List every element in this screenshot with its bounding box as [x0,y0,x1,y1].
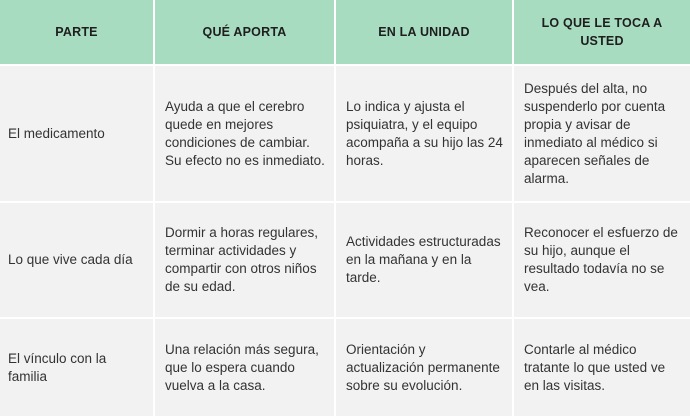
row-2-que-aporta: Dormir a horas regulares, terminar actividades y compartir con otros niños de su edad. [155,203,336,319]
row-2-lo-que-le-toca: Reconocer el esfuerzo de su hijo, aunque el resultado todavía no se vea. [514,203,690,319]
row-3-lo-que-le-toca: Contarle al médico tratante lo que usted ve en las visitas. [514,319,690,418]
row-3-en-la-unidad: Orientación y actualización permanente sobre su evolución. [336,319,514,418]
row-2-en-la-unidad: Actividades estructuradas en la mañana y en la tarde. [336,203,514,319]
row-1-en-la-unidad: Lo indica y ajusta el psiquiatra, y el equipo acompaña a su hijo las 24 horas. [336,66,514,203]
row-1-que-aporta: Ayuda a que el cerebro quede en mejores condiciones de cambiar. Su efecto no es inmediato. [155,66,336,203]
column-header-que-aporta: QUÉ APORTA [155,0,336,66]
row-3-parte: El vínculo con la familia [0,319,155,418]
column-header-lo-que-le-toca: LO QUE LE TOCA A USTED [514,0,690,66]
row-1-lo-que-le-toca: Después del alta, no suspenderlo por cuenta propia y avisar de inmediato al médico si aparecen señales de alarma. [514,66,690,203]
column-header-en-la-unidad: EN LA UNIDAD [336,0,514,66]
row-1-parte: El medicamento [0,66,155,203]
row-2-parte: Lo que vive cada día [0,203,155,319]
column-header-parte: PARTE [0,0,155,66]
row-3-que-aporta: Una relación más segura, que lo espera cuando vuelva a la casa. [155,319,336,418]
